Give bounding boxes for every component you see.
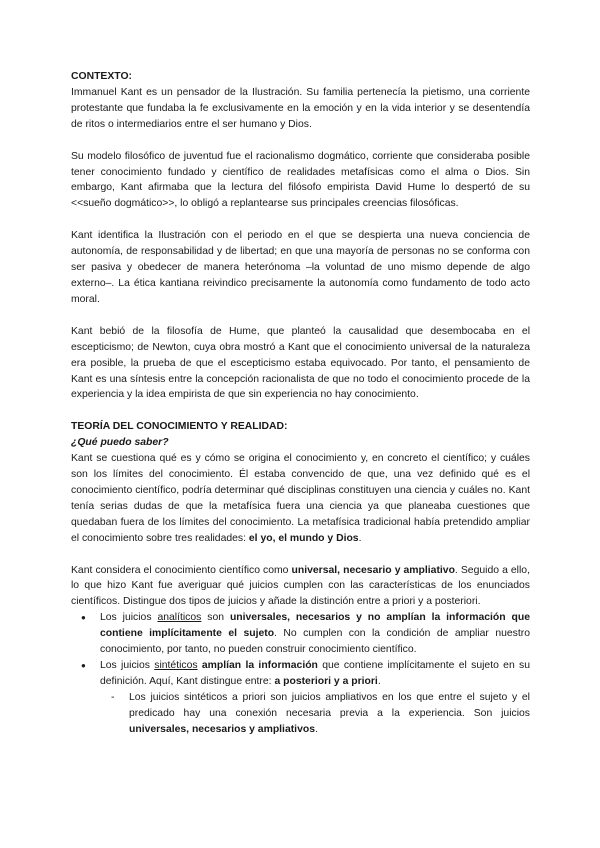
bullet2-bold2: a posteriori y a priori [274,675,378,687]
bullet1-c: . No cumplen con la condición de ampliar nuestro conocimiento, por tanto, no pueden construir conocimiento científico. [100,628,530,656]
bullet-analiticos [71,610,530,658]
teoria-p1-end: . [358,532,362,544]
bullet1-underline: analíticos [157,612,202,624]
juicios-list [71,610,530,737]
bullet1-bold: universales, necesarios y no amplían la información que contiene implícitamente el sujeto [100,612,531,640]
bullet1-a: Los juicios [100,612,158,624]
bullet2-c: que contiene implícitamente el sujeto en su definición. Aquí, Kant distingue entre: [100,660,531,687]
teoria-p2-b: . Seguido a ello, lo que hizo Kant fue averiguar qué juicios cumplen con las características de los enunciados científicos. Distingue dos tipos de juicios y añade la distinción entre a priori y a posteriori. [71,564,530,608]
sinteticos-sublist [100,690,530,738]
bullet2-a: Los juicios [100,660,155,671]
teoria-question: ¿Qué puedo saber? [71,437,169,449]
teoria-paragraph-1 [71,451,530,546]
teoria-p2-a: Kant considera el conocimiento científico como [71,564,292,576]
teoria-paragraph-2 [71,563,530,611]
dash-sinteticos-a-priori [100,690,530,738]
contexto-paragraph-2: Su modelo filosófico de juventud fue el racionalismo dogmático, corriente que consideraba posible tener conocimiento fundado y científico de realidades metafísicas como el alma o Dios. Sin embargo, Kant afirmaba que la lectura del filósofo empirista David Hume lo despertó de su <<sueño dogmático>>, lo obligó a replantearse sus principales creencias filosóficas. [71,150,530,210]
dash1-bold: universales, necesarios y ampliativos [129,723,315,735]
document-page [71,69,530,738]
contexto-paragraph-3: Kant identifica la Ilustración con el periodo en el que se despierta una nueva conciencia de autonomía, de responsabilidad y de libertad; en que una mayoría de personas no se conforma con ser pasiva y obedecer de manera heterónoma –la voluntad de uno mismo depende de algo externo–. La ética kantiana reivindico precisamente la autonomía como fundamento de todo acto moral. [71,230,530,305]
teoria-heading: TEORÍA DEL CONOCIMIENTO Y REALIDAD: [71,421,288,433]
bullet2-d: . [377,675,381,687]
bullet-sinteticos [71,658,530,738]
contexto-heading: CONTEXTO: [71,71,132,82]
bullet2-underline: sintéticos [154,660,198,671]
dash1-b: . [314,723,318,735]
contexto-paragraph-1: Immanuel Kant es un pensador de la Ilustración. Su familia pertenecía la pietismo, una corriente protestante que fundaba la fe exclusivamente en la emoción y en la vida interior y se desentendía de ritos o intermediarios entre el ser humano y Dios. [71,86,530,130]
teoria-p1-text: Kant se cuestiona qué es y cómo se origina el conocimiento y, en concreto el científico; y cuáles son los límites del conocimiento. Él estaba convencido de que, una vez definido qué es el conocimiento científico, podría determinar qué disciplinas constituyen una ciencia y cuáles no. Kant tenía serias dudas de que la metafísica fuera una ciencia ya que planeaba cuestiones que quedaban fuera de los límites del conocimiento. La metafísica tradicional había pretendido ampliar el conocimiento sobre tres realidades: [71,453,530,544]
bullet2-bold: amplían la información [201,660,318,671]
contexto-paragraph-4: Kant bebió de la filosofía de Hume, que planteó la causalidad que desembocaba en el escepticismo; de Newton, cuya obra mostró a Kant que el conocimiento universal de la naturaleza era posible, la prueba de que el escepticismo estaba equivocado. Por tanto, el pensamiento de Kant es una síntesis entre la concepción racionalista de que no todo el conocimiento procede de la experiencia y la idea empirista de que sin experiencia no hay conocimiento. [71,325,530,401]
teoria-p1-bold: el yo, el mundo y Dios [248,532,359,544]
bullet1-b: son [201,612,230,624]
dash1-a: Los juicios sintéticos a priori son juicios ampliativos en los que entre el sujeto y el predicado hay una conexión necesaria previa a la experiencia. Son juicios [129,691,530,719]
teoria-p2-bold: universal, necesario y ampliativo [291,564,455,576]
